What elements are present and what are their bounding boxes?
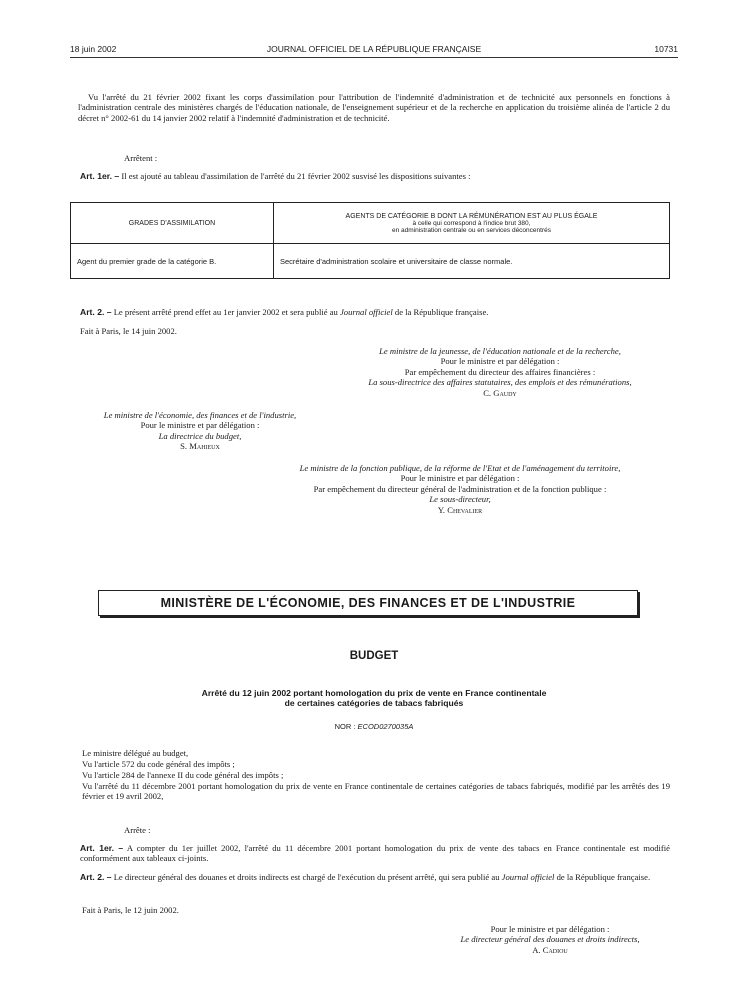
sig2-title: La directrice du budget, xyxy=(158,430,242,441)
table-header-agents xyxy=(274,203,670,244)
assimilation-table xyxy=(70,202,670,279)
section-title: BUDGET xyxy=(349,650,399,662)
table-header-agents-line2: à celle qui correspond à l'indice brut 380, xyxy=(412,219,531,227)
signature-block-4 xyxy=(420,924,680,955)
sig1-pour: Pour le ministre et par délégation : xyxy=(440,356,560,367)
article-1-label: Art. 1er. – xyxy=(80,171,120,181)
budget-article-2-text-before: Le directeur général des douanes et droits indirects est chargé de l'exécution du présent arrêté, qui sera publié au xyxy=(113,872,500,882)
sig4-title: Le directeur général des douanes et droits indirects, xyxy=(460,934,640,945)
sig1-name: C. Gaudy xyxy=(483,387,517,398)
sig2-name: S. Mahieux xyxy=(180,441,220,452)
table-header-agents-line1: AGENTS DE CATÉGORIE B DONT LA RÉMUNÉRATION EST AU PLUS ÉGALE xyxy=(345,212,598,220)
nor-code: ECOD0270035A xyxy=(357,722,414,731)
budget-article-1-label: Art. 1er. – xyxy=(80,843,124,853)
signature-block-2 xyxy=(60,410,340,452)
preamble: Vu l'arrêté du 21 février 2002 fixant les corps d'assimilation pour l'attribution de l'indemnité d'administration et de technicité aux personnels en fonctions à l'administration centrale des ministères chargés de l'éducation nationale, de l'enseignement supérieur et de la recherche en application du troisième alinéa de l'article 2 du décret n° 2002-61 du 14 janvier 2002 relatif à l'indemnité d'administration et de technicité. xyxy=(78,92,670,123)
sig3-pour: Pour le ministre et par délégation : xyxy=(400,473,520,484)
table-row xyxy=(71,244,670,279)
arrete: Arrête : xyxy=(124,825,151,835)
article-2-text-before: Le présent arrêté prend effet au 1er janvier 2002 et sera publié au xyxy=(113,307,338,317)
sig2-minister: Le ministre de l'économie, des finances et de l'industrie, xyxy=(103,410,297,420)
nor-label: NOR : xyxy=(334,722,356,731)
visa-3: Vu l'arrêté du 11 décembre 2001 portant homologation du prix de vente en France continentale de certaines catégories de tabacs fabriqués, modifié par les arrêtés des 19 février et 19 avril 2002, xyxy=(82,781,670,802)
fait-paris-12-juin: Fait à Paris, le 12 juin 2002. xyxy=(82,905,179,915)
article-2-text-after: de la République française. xyxy=(394,307,489,317)
visa-2: Vu l'article 284 de l'annexe II du code général des impôts ; xyxy=(82,770,284,780)
visa-1: Vu l'article 572 du code général des impôts ; xyxy=(82,759,235,769)
sig4-name: A. Cadiou xyxy=(532,944,568,955)
table-cell-agent: Secrétaire d'administration scolaire et universitaire de classe normale. xyxy=(274,244,670,279)
header-rule xyxy=(70,57,678,58)
signature-block-1 xyxy=(300,346,700,398)
article-1-text: Il est ajouté au tableau d'assimilation de l'arrêté du 21 février 2002 susvisé les dispositions suivantes : xyxy=(121,171,471,181)
sig3-minister: Le ministre de la fonction publique, de la réforme de l'Etat et de l'aménagement du territoire, xyxy=(299,463,621,473)
article-2 xyxy=(80,307,488,317)
sig1-empechement: Par empêchement du directeur des affaires financières : xyxy=(404,366,596,377)
table-header-grades: GRADES D'ASSIMILATION xyxy=(71,203,274,244)
decree-title xyxy=(0,688,748,708)
decree-title-line2: de certaines catégories de tabacs fabriqués xyxy=(284,698,464,708)
sig4-pour: Pour le ministre et par délégation : xyxy=(490,924,610,934)
budget-article-2-journal: Journal officiel xyxy=(501,872,555,882)
budget-article-2 xyxy=(80,872,670,882)
sig1-minister: Le ministre de la jeunesse, de l'éducation nationale et de la recherche, xyxy=(379,346,621,356)
nor-reference xyxy=(0,722,748,731)
article-2-journal: Journal officiel xyxy=(339,307,393,317)
budget-article-1 xyxy=(80,843,670,864)
sig3-title: Le sous-directeur, xyxy=(429,494,491,505)
ministry-title: MINISTÈRE DE L'ÉCONOMIE, DES FINANCES ET DE L'INDUSTRIE xyxy=(160,596,576,610)
decree-title-line1: Arrêté du 12 juin 2002 portant homologation du prix de vente en France continentale xyxy=(201,688,547,698)
table-cell-grade: Agent du premier grade de la catégorie B. xyxy=(71,244,274,279)
header-title: JOURNAL OFFICIEL DE LA RÉPUBLIQUE FRANÇAISE xyxy=(266,44,482,54)
arretent: Arrêtent : xyxy=(124,153,158,163)
table-header-agents-line3: en administration centrale ou en services déconcentrés xyxy=(392,226,551,234)
signature-block-3 xyxy=(245,463,675,515)
budget-article-2-label: Art. 2. – xyxy=(80,872,112,882)
fait-paris-14-juin: Fait à Paris, le 14 juin 2002. xyxy=(80,326,177,336)
sig3-name: Y. Chevalier xyxy=(437,504,483,515)
sig1-title: La sous-directrice des affaires statutaires, des emplois et des rémunérations, xyxy=(368,377,632,388)
table-header-row xyxy=(71,203,670,244)
header-page-number: 10731 xyxy=(654,44,678,54)
article-2-label: Art. 2. – xyxy=(80,307,112,317)
visa-0: Le ministre délégué au budget, xyxy=(82,748,189,758)
budget-article-2-text-after: de la République française. xyxy=(556,872,651,882)
header-date: 18 juin 2002 xyxy=(70,44,117,54)
article-1 xyxy=(80,171,672,181)
budget-article-1-text: A compter du 1er juillet 2002, l'arrêté du 11 décembre 2001 portant homologation du prix de vente des tabacs en France continentale est modifié conformément aux tableaux ci-joints. xyxy=(80,843,670,864)
sig3-empechement: Par empêchement du directeur général de l'administration et de la fonction publique : xyxy=(313,483,607,494)
sig2-pour: Pour le ministre et par délégation : xyxy=(140,420,260,431)
